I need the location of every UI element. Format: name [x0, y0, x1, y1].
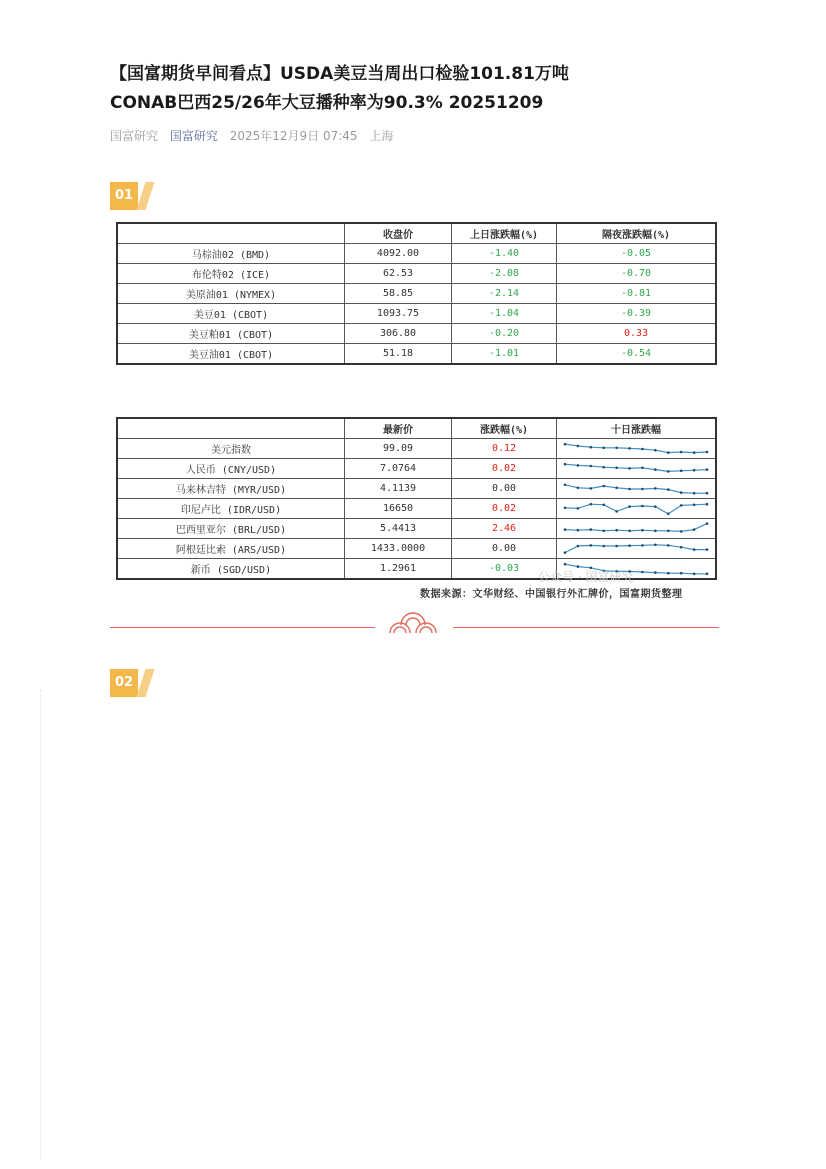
price-change: 0.00 [452, 539, 557, 559]
sparkline-point [615, 486, 618, 489]
sparkline-point [667, 512, 670, 515]
sparkline-point [706, 548, 709, 551]
sparkline-point [577, 565, 580, 568]
close-price: 306.80 [345, 324, 452, 344]
sparkline-point [654, 448, 657, 451]
watermark: 公众号 · 国富研究 [538, 570, 634, 584]
sparkline-point [693, 528, 696, 531]
ten-day-sparkline-cell [557, 459, 717, 479]
sparkline-point [615, 528, 618, 531]
futures-row [117, 304, 716, 324]
sparkline-path [565, 523, 707, 531]
sparkline-point [590, 464, 593, 467]
title-line-1: 【国富期货早间看点】USDA美豆当周出口检验101.81万吨 [110, 64, 569, 84]
sparkline-point [628, 544, 631, 547]
ten-day-sparkline [561, 541, 711, 557]
sparkline-path [565, 484, 707, 492]
section-badge-01 [110, 182, 154, 210]
futures-row [117, 264, 716, 284]
sparkline-point [628, 505, 631, 508]
header-name [117, 223, 345, 244]
sparkline-point [641, 544, 644, 547]
instrument-name: 马棕油02 (BMD) [117, 244, 345, 264]
sparkline-point [577, 486, 580, 489]
sparkline-point [693, 451, 696, 454]
fx-row [117, 539, 716, 559]
sparkline-point [641, 528, 644, 531]
sparkline-point [577, 444, 580, 447]
fx-row [117, 479, 716, 499]
sparkline-point [641, 466, 644, 469]
day-change: -2.08 [452, 264, 557, 284]
instrument-name: 布伦特02 (ICE) [117, 264, 345, 284]
sparkline-path [565, 464, 707, 471]
night-change: -0.39 [557, 304, 717, 324]
sparkline-point [693, 548, 696, 551]
sparkline-point [654, 543, 657, 546]
sparkline-point [667, 488, 670, 491]
sparkline-point [590, 445, 593, 448]
header-price: 最新价 [345, 418, 452, 439]
sparkline-point [706, 468, 709, 471]
sparkline-point [577, 464, 580, 467]
badge-slash-decoration [136, 669, 154, 697]
badge-slash-decoration [136, 182, 154, 210]
article-meta [110, 127, 401, 144]
sparkline-point [680, 504, 683, 507]
section-number: 01 [110, 182, 138, 210]
sparkline-point [667, 470, 670, 473]
night-change: -0.70 [557, 264, 717, 284]
fx-table [116, 417, 717, 580]
sparkline-point [667, 451, 670, 454]
latest-price: 99.09 [345, 439, 452, 459]
sparkline-point [577, 528, 580, 531]
day-change: -1.04 [452, 304, 557, 324]
sparkline-point [706, 491, 709, 494]
latest-price: 1433.0000 [345, 539, 452, 559]
sparkline-path [565, 544, 707, 552]
divider-left [110, 627, 375, 628]
price-change: 0.00 [452, 479, 557, 499]
futures-row [117, 244, 716, 264]
fx-row [117, 459, 716, 479]
sparkline-point [680, 545, 683, 548]
title-line-2: CONAB巴西25/26年大豆播种率为90.3% 20251209 [110, 93, 544, 113]
ten-day-sparkline-cell [557, 539, 717, 559]
day-change: -1.01 [452, 344, 557, 365]
sparkline-point [564, 528, 567, 531]
currency-name: 新币 (SGD/USD) [117, 559, 345, 580]
instrument-name: 美豆01 (CBOT) [117, 304, 345, 324]
sparkline-point [590, 487, 593, 490]
sparkline-point [693, 503, 696, 506]
ten-day-sparkline [561, 461, 711, 477]
sparkline-point [628, 467, 631, 470]
sparkline-point [693, 468, 696, 471]
sparkline-point [641, 504, 644, 507]
ten-day-sparkline [561, 441, 711, 457]
article-title [110, 60, 730, 118]
currency-name: 印尼卢比 (IDR/USD) [117, 499, 345, 519]
sparkline-point [577, 544, 580, 547]
sparkline-point [641, 570, 644, 573]
sparkline-point [628, 529, 631, 532]
latest-price: 4.1139 [345, 479, 452, 499]
sparkline-point [706, 502, 709, 505]
sparkline-point [680, 571, 683, 574]
sparkline-point [654, 529, 657, 532]
header-name [117, 418, 345, 439]
price-change: 0.02 [452, 459, 557, 479]
sparkline-point [667, 544, 670, 547]
close-price: 4092.00 [345, 244, 452, 264]
currency-name: 人民币 (CNY/USD) [117, 459, 345, 479]
sparkline-point [615, 446, 618, 449]
sparkline-path [565, 444, 707, 452]
sparkline-point [680, 530, 683, 533]
day-change: -1.40 [452, 244, 557, 264]
sparkline-point [564, 551, 567, 554]
futures-row [117, 324, 716, 344]
sparkline-point [564, 462, 567, 465]
sparkline-point [628, 447, 631, 450]
sparkline-path [565, 504, 707, 514]
sparkline-point [564, 442, 567, 445]
ten-day-sparkline [561, 501, 711, 517]
ten-day-sparkline [561, 481, 711, 497]
close-price: 58.85 [345, 284, 452, 304]
close-price: 51.18 [345, 344, 452, 365]
fx-row [117, 519, 716, 539]
latest-price: 16650 [345, 499, 452, 519]
price-change: -0.03 [452, 559, 557, 580]
currency-name: 马来林吉特 (MYR/USD) [117, 479, 345, 499]
section-number: 02 [110, 669, 138, 697]
sparkline-point [680, 491, 683, 494]
page-edge-dots [40, 690, 41, 1160]
price-change: 0.12 [452, 439, 557, 459]
sparkline-point [615, 510, 618, 513]
night-change: 0.33 [557, 324, 717, 344]
sparkline-point [577, 507, 580, 510]
ten-day-sparkline-cell [557, 439, 717, 459]
sparkline-point [602, 465, 605, 468]
price-change: 0.02 [452, 499, 557, 519]
header-close: 收盘价 [345, 223, 452, 244]
sparkline-point [602, 544, 605, 547]
header-day-change: 上日涨跌幅(%) [452, 223, 557, 244]
header-change: 涨跌幅(%) [452, 418, 557, 439]
fx-row [117, 499, 716, 519]
ten-day-sparkline-cell [557, 519, 717, 539]
currency-name: 阿根廷比索 (ARS/USD) [117, 539, 345, 559]
sparkline-point [602, 503, 605, 506]
day-change: -2.14 [452, 284, 557, 304]
sparkline-point [602, 446, 605, 449]
sparkline-point [693, 491, 696, 494]
sparkline-point [602, 529, 605, 532]
day-change: -0.20 [452, 324, 557, 344]
currency-name: 巴西里亚尔 (BRL/USD) [117, 519, 345, 539]
night-change: -0.54 [557, 344, 717, 365]
sparkline-point [564, 506, 567, 509]
sparkline-point [590, 528, 593, 531]
sparkline-point [641, 487, 644, 490]
sparkline-point [654, 571, 657, 574]
sparkline-point [641, 447, 644, 450]
header-night-change: 隔夜涨跌幅(%) [557, 223, 717, 244]
futures-row [117, 344, 716, 365]
close-price: 62.53 [345, 264, 452, 284]
sparkline-point [628, 487, 631, 490]
futures-table-header [117, 223, 716, 244]
fx-table-header [117, 418, 716, 439]
ten-day-sparkline-cell [557, 499, 717, 519]
sparkline-point [667, 529, 670, 532]
sparkline-point [564, 562, 567, 565]
sparkline-point [706, 522, 709, 525]
currency-name: 美元指数 [117, 439, 345, 459]
latest-price: 1.2961 [345, 559, 452, 580]
sparkline-point [654, 505, 657, 508]
sparkline-point [706, 450, 709, 453]
night-change: -0.05 [557, 244, 717, 264]
sparkline-point [615, 466, 618, 469]
sparkline-point [654, 468, 657, 471]
publish-location: 上海 [369, 129, 394, 143]
cloud-ornament-icon [386, 611, 440, 635]
sparkline-point [590, 502, 593, 505]
sparkline-point [680, 469, 683, 472]
sparkline-point [706, 572, 709, 575]
sparkline-point [590, 544, 593, 547]
fx-row [117, 439, 716, 459]
divider-right [453, 627, 719, 628]
ten-day-sparkline-cell [557, 479, 717, 499]
data-source-note: 数据来源：文华财经、中国银行外汇牌价，国富期货整理 [420, 589, 683, 600]
ten-day-sparkline [561, 521, 711, 537]
latest-price: 7.0764 [345, 459, 452, 479]
sparkline-point [564, 483, 567, 486]
instrument-name: 美豆油01 (CBOT) [117, 344, 345, 365]
close-price: 1093.75 [345, 304, 452, 324]
sparkline-point [602, 484, 605, 487]
author-name: 国富研究 [110, 129, 159, 143]
sparkline-point [667, 571, 670, 574]
section-badge-02 [110, 669, 154, 697]
latest-price: 5.4413 [345, 519, 452, 539]
sparkline-point [615, 544, 618, 547]
price-change: 2.46 [452, 519, 557, 539]
publish-date: 2025年12月9日 07:45 [229, 129, 358, 143]
futures-table [116, 222, 717, 365]
night-change: -0.81 [557, 284, 717, 304]
futures-row [117, 284, 716, 304]
sparkline-point [693, 572, 696, 575]
instrument-name: 美原油01 (NYMEX) [117, 284, 345, 304]
header-ten-day: 十日涨跌幅 [557, 418, 717, 439]
sparkline-point [654, 487, 657, 490]
instrument-name: 美豆粕01 (CBOT) [117, 324, 345, 344]
account-link[interactable]: 国富研究 [169, 129, 218, 143]
sparkline-point [680, 450, 683, 453]
